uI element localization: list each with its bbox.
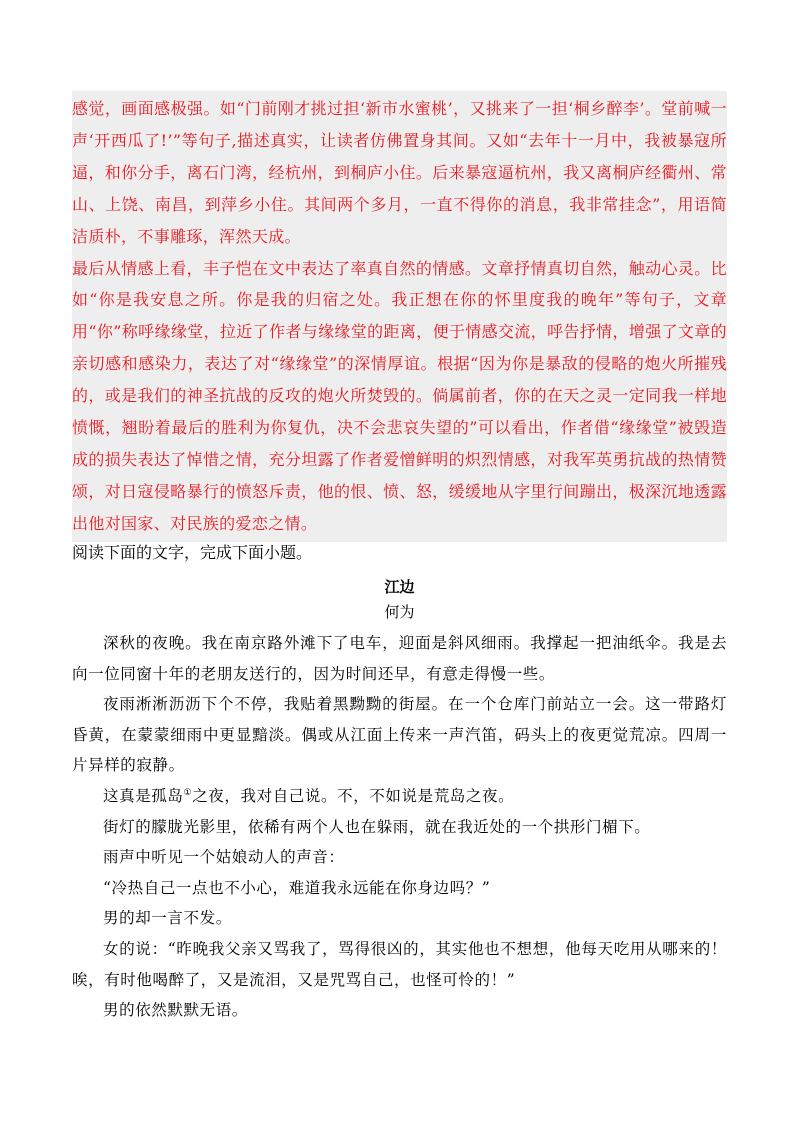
story-paragraph: 深秋的夜晚。我在南京路外滩下了电车，迎面是斜风细雨。我撑起一把油纸伞。我是去向一位同窗十年的老朋友送行的，因为时间还早，有意走得慢一些。 <box>72 634 727 683</box>
story-author: 何为 <box>384 603 415 621</box>
story-title: 江边 <box>384 578 415 596</box>
reading-instruction: 阅读下面的文字，完成下面小题。 <box>72 543 313 562</box>
story-text: 之夜，我对自己说。不，不如说是荒岛之夜。 <box>192 786 515 805</box>
story-body <box>72 628 727 1026</box>
story-paragraph: 雨声中听见一个姑娘动人的声音： <box>103 848 345 867</box>
story-paragraph: 女的说：“昨晚我父亲又骂我了，骂得很凶的，其实他也不想想，他每天吃用从哪来的！唉，有时他喝醉了，又是流泪，又是咒骂自己，也怪可怜的！” <box>72 939 727 989</box>
story-paragraph <box>72 781 727 812</box>
story-paragraph: 男的却一言不发。 <box>103 909 232 928</box>
story-paragraph: 男的依然默默无语。 <box>103 1001 248 1020</box>
story-paragraph: “冷热自己一点也不小心，难道我永远能在你身边吗？” <box>103 878 491 897</box>
answer-paragraph-language: 感觉，画面感极强。如“门前刚才挑过担‘新市水蜜桃’，又挑来了一担‘桐乡醉李’。堂前喊一声‘开西瓜了!’”等句子,描述真实，让读者仿佛置身其间。又如“去年十一月中，我被暴寇所逼，和你分手，离石门湾，经杭州，到桐庐小住。后来暴寇逼杭州，我又离桐庐经衢州、常山、上饶、南昌，到萍乡小住。其间两个多月，一直不得你的消息，我非常挂念”，用语简洁质朴，不事雕琢，浑然天成。 <box>72 99 727 246</box>
answer-paragraph-emotion: 最后从情感上看，丰子恺在文中表达了率真自然的情感。文章抒情真切自然，触动心灵。比如“你是我安息之所。你是我的归宿之处。我正想在你的怀里度我的晚年”等句子，文章用“你”称呼缘缘堂，拉近了作者与缘缘堂的距离，便于情感交流，呼告抒情，增强了文章的亲切感和感染力，表达了对“缘缘堂”的深情厚谊。根据“因为你是暴敌的侵略的炮火所摧残的，或是我们的神圣抗战的反攻的炮火所焚毁的。倘属前者，你的在天之灵一定同我一样地愤慨，翘盼着最后的胜利为你复仇，决不会悲哀失望的”可以看出，作者借“缘缘堂”被毁造成的损失表达了悼惜之情，充分坦露了作者爱憎鲜明的炽烈情感，对我军英勇抗战的热情赞颂，对日寇侵略暴行的愤怒斥责，他的恨、愤、怒，缓缓地从字里行间蹦出，极深沉地透露出他对国家、对民族的爱恋之情。 <box>72 258 727 533</box>
story-text: 这真是孤岛 <box>103 786 184 805</box>
story-paragraph: 街灯的朦胧光影里，依稀有两个人也在躲雨，就在我近处的一个拱形门楣下。 <box>103 817 651 836</box>
footnote-marker[interactable]: ① <box>183 787 193 798</box>
answer-analysis-block <box>72 91 727 542</box>
story-paragraph: 夜雨淅淅沥沥下个不停，我贴着黑黝黝的街屋。在一个仓库门前站立一会。这一带路灯昏黄，在蒙蒙细雨中更显黯淡。偶或从江面上传来一声汽笛，码头上的夜更觉荒凉。四周一片异样的寂静。 <box>72 695 727 775</box>
